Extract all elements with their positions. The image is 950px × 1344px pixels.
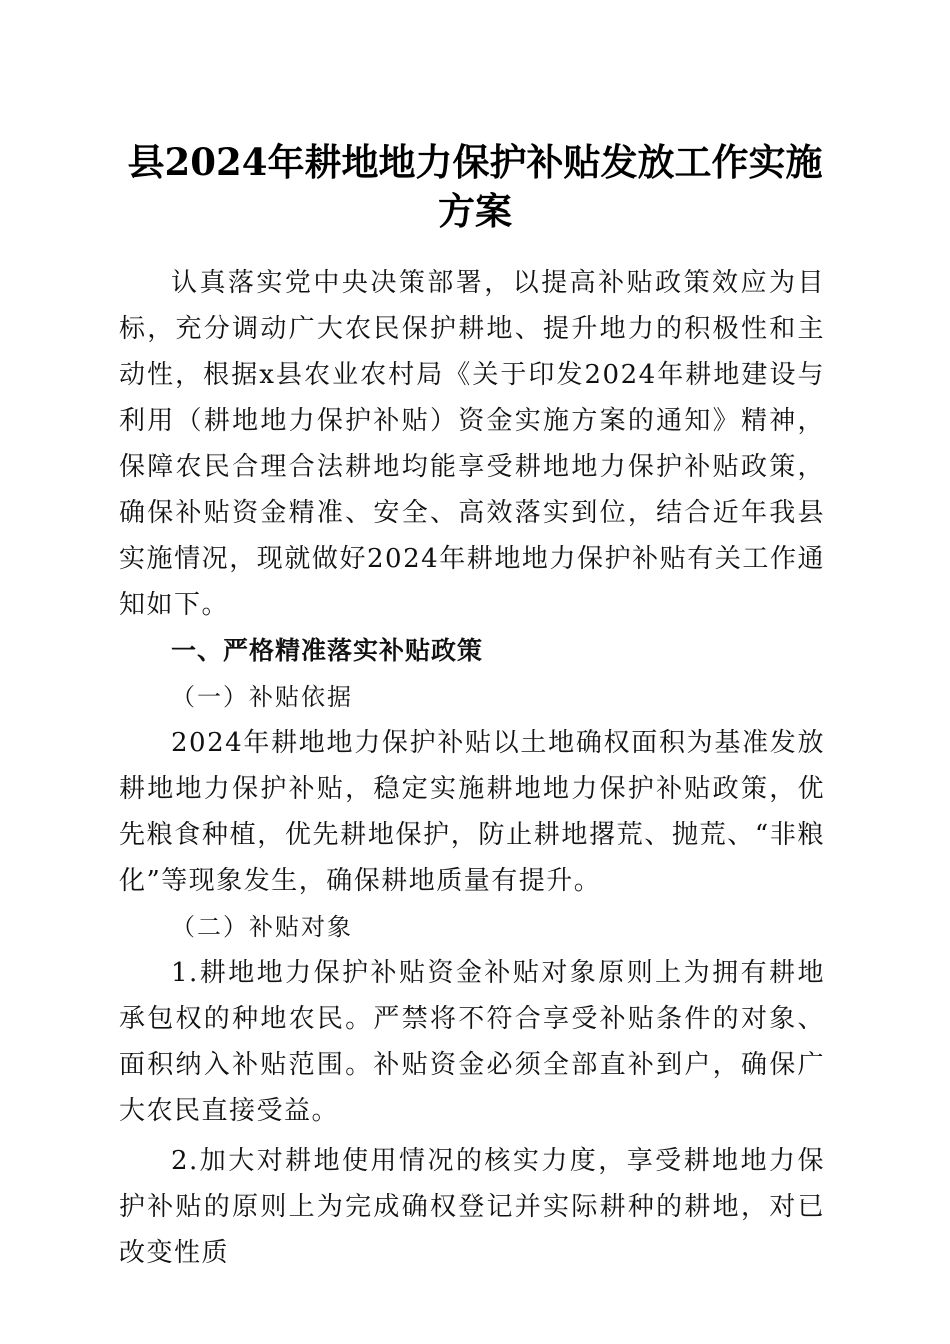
subsection-1-heading: （一）补贴依据: [171, 683, 353, 711]
subsection-1-paragraph: 2024年耕地地力保护补贴以土地确权面积为基准发放耕地地力保护补贴，稳定实施耕地地力保护补贴政策，优先粮食种植，优先耕地保护，防止耕地撂荒、抛荒、“非粮化”等现象发生，确保耕地质量有提升。: [119, 728, 825, 896]
document-body: [119, 260, 825, 1276]
subsection-2-item-2: 2.加大对耕地使用情况的核实力度，享受耕地地力保护补贴的原则上为完成确权登记并实际耕种的耕地，对已改变性质: [119, 1146, 825, 1268]
intro-paragraph: 认真落实党中央决策部署，以提高补贴政策效应为目标，充分调动广大农民保护耕地、提升地力的积极性和主动性，根据x县农业农村局《关于印发2024年耕地建设与利用（耕地地力保护补贴）资金实施方案的通知》精神，保障农民合理合法耕地均能享受耕地地力保护补贴政策，确保补贴资金精准、安全、高效落实到位，结合近年我县实施情况，现就做好2024年耕地地力保护补贴有关工作通知如下。: [119, 268, 825, 620]
subsection-2-item-1: 1.耕地地力保护补贴资金补贴对象原则上为拥有耕地承包权的种地农民。严禁将不符合享受补贴条件的对象、面积纳入补贴范围。补贴资金必须全部直补到户，确保广大农民直接受益。: [119, 958, 825, 1126]
subsection-2-heading: （二）补贴对象: [171, 913, 353, 941]
document-title: 县2024年耕地地力保护补贴发放工作实施方案: [127, 140, 823, 233]
section-1-heading: 一、严格精准落实补贴政策: [171, 636, 484, 665]
